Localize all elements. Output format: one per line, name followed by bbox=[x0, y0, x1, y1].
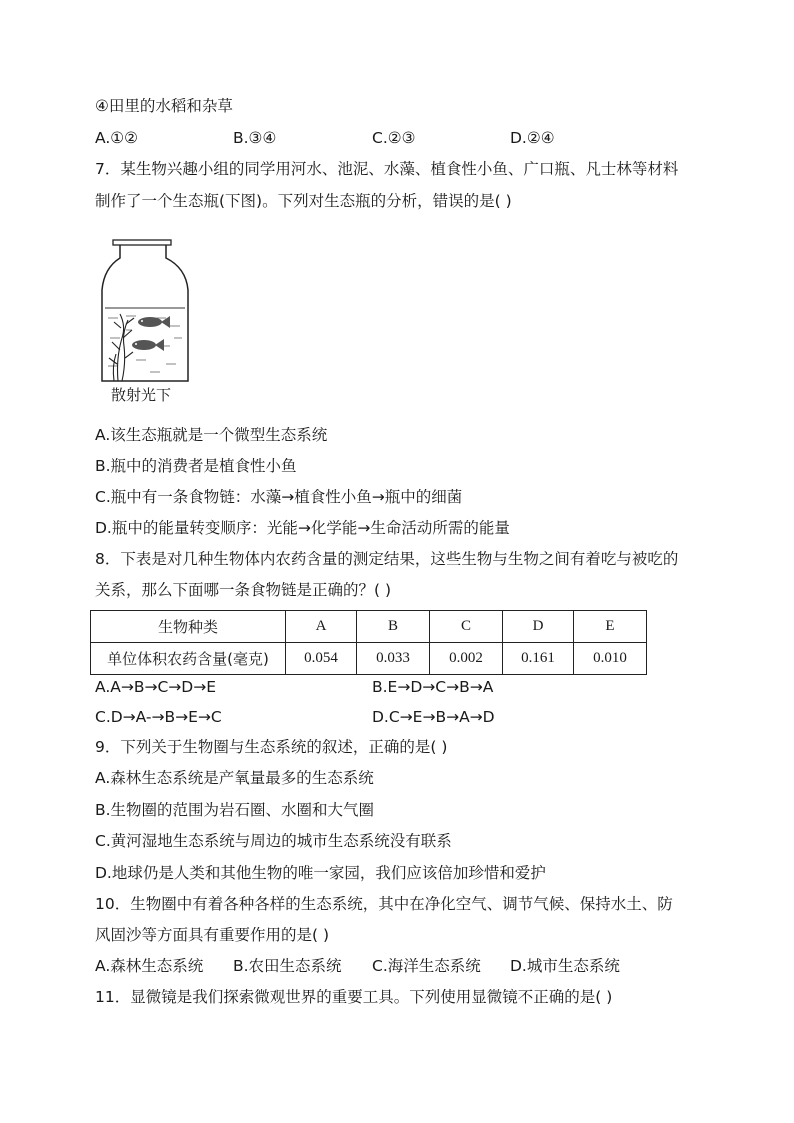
q8-option-c: C.D→A-→B→E→C bbox=[95, 708, 222, 726]
table-header-cell: 生物种类 bbox=[91, 611, 286, 643]
q10-option-b: B.农田生态系统 bbox=[233, 957, 342, 975]
q6-option-b: B.③④ bbox=[233, 129, 277, 147]
q7-option-c: C.瓶中有一条食物链：水藻→植食性小鱼→瓶中的细菌 bbox=[95, 488, 463, 506]
q9-option-b: B.生物圈的范围为岩石圈、水圈和大气圈 bbox=[95, 801, 375, 819]
table-header-row bbox=[91, 611, 647, 643]
bottle-illustration bbox=[96, 238, 196, 388]
q10-stem-line1: 10．生物圈中有着各种各样的生态系统，其中在净化空气、调节气候、保持水土、防 bbox=[95, 895, 673, 913]
table-header-cell: E bbox=[574, 611, 647, 643]
q9-option-d: D.地球仍是人类和其他生物的唯一家园，我们应该倍加珍惜和爱护 bbox=[95, 864, 546, 882]
q9-stem: 9．下列关于生物圈与生态系统的叙述，正确的是( ) bbox=[95, 738, 448, 756]
q8-stem-line1: 8．下表是对几种生物体内农药含量的测定结果，这些生物与生物之间有着吃与被吃的 bbox=[95, 550, 679, 568]
q6-option-c: C.②③ bbox=[372, 129, 416, 147]
q6-option-a: A.①② bbox=[95, 129, 139, 147]
q8-option-d: D.C→E→B→A→D bbox=[372, 708, 495, 726]
q10-stem-line2: 风固沙等方面具有重要作用的是( ) bbox=[95, 926, 330, 944]
table-cell: 0.161 bbox=[503, 643, 574, 675]
table-header-cell: A bbox=[286, 611, 357, 643]
table-header-cell: B bbox=[357, 611, 430, 643]
q10-option-a: A.森林生态系统 bbox=[95, 957, 204, 975]
q7-option-d: D.瓶中的能量转变顺序：光能→化学能→生命活动所需的能量 bbox=[95, 519, 510, 537]
table-header-cell: C bbox=[430, 611, 503, 643]
q9-option-a: A.森林生态系统是产氧量最多的生态系统 bbox=[95, 769, 374, 787]
figure-caption: 散射光下 bbox=[111, 386, 172, 404]
q7-option-a: A.该生态瓶就是一个微型生态系统 bbox=[95, 426, 328, 444]
ecosystem-bottle-figure bbox=[96, 238, 196, 408]
table-cell: 0.002 bbox=[430, 643, 503, 675]
table-cell: 单位体积农药含量(毫克) bbox=[91, 643, 286, 675]
q7-option-b: B.瓶中的消费者是植食性小鱼 bbox=[95, 457, 297, 475]
q6-option-d: D.②④ bbox=[510, 129, 555, 147]
q10-option-c: C.海洋生态系统 bbox=[372, 957, 481, 975]
q7-stem-line2: 制作了一个生态瓶(下图)。下列对生态瓶的分析，错误的是( ) bbox=[95, 192, 512, 210]
pesticide-table bbox=[90, 610, 647, 675]
q11-stem: 11．显微镜是我们探索微观世界的重要工具。下列使用显微镜不正确的是( ) bbox=[95, 988, 613, 1006]
q8-option-b: B.E→D→C→B→A bbox=[372, 678, 494, 696]
fish-2 bbox=[132, 339, 164, 351]
q8-option-a: A.A→B→C→D→E bbox=[95, 678, 216, 696]
q6-item4: ④田里的水稻和杂草 bbox=[95, 97, 233, 115]
table-cell: 0.010 bbox=[574, 643, 647, 675]
q8-stem-line2: 关系，那么下面哪一条食物链是正确的？( ) bbox=[95, 581, 392, 599]
table-row bbox=[91, 643, 647, 675]
q7-stem-line1: 7．某生物兴趣小组的同学用河水、池泥、水藻、植食性小鱼、广口瓶、凡士林等材料 bbox=[95, 160, 679, 178]
q10-option-d: D.城市生态系统 bbox=[510, 957, 620, 975]
table-cell: 0.054 bbox=[286, 643, 357, 675]
table-header-cell: D bbox=[503, 611, 574, 643]
q9-option-c: C.黄河湿地生态系统与周边的城市生态系统没有联系 bbox=[95, 832, 452, 850]
table-cell: 0.033 bbox=[357, 643, 430, 675]
